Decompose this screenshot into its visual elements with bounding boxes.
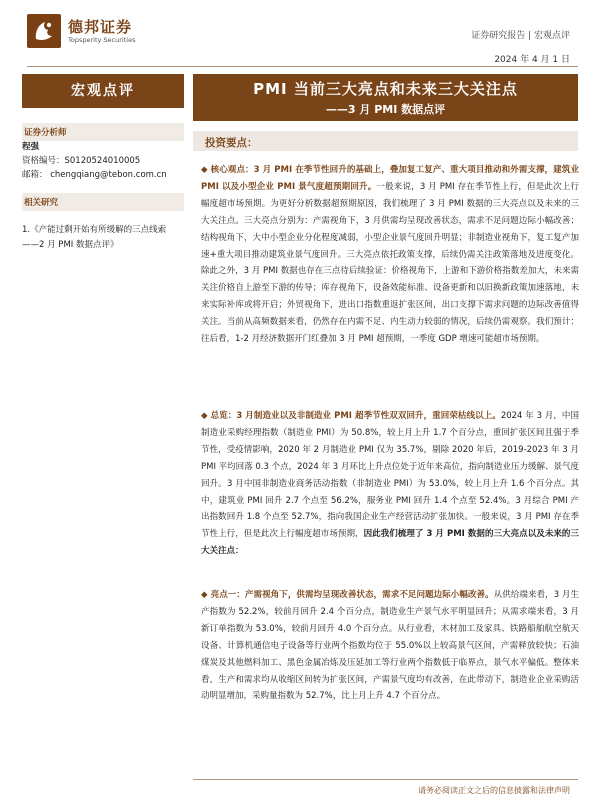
category-label: 宏观点评 (22, 74, 184, 108)
report-type: 证券研究报告 | 宏观点评 (471, 31, 570, 41)
paragraph-body: 一般来说，3 月 PMI 存在季节性上行，但是此次上行幅度超市场预期。为更好分析数据超预期原因，我们梳理了 3 月 PMI 数据的三大亮点以及未来的三大关注点。三大亮点分别为：产需视角下，3 月供需均呈现改善状态，需求不足问题边际小幅改善；结构视角下，大中小型企业分化程度减弱，小型企业景气度回升明显；非制造业视角下，复工复产加速+重大项目推动建筑业景气度回升。三大亮点依托政策支撑，后续仍需关注政策落地及进度变化。除此之外，3 月 PMI 数据也存在三点待后续验证：价格视角下，上游和下游价格指数差加大，未来需关注价格自上游至下游的传导；库存视角下，设备效能标准、设备更新和以旧换新政策加速落地，未来实际补库或将开启；外贸视角下，进出口指数重返扩张区间，出口支撑下需求问题的边际改善值得关注。当前从高频数据来看，仍然存在内需不足、内生动力较弱的情况，后续仍需观察。我们预计：往后看，1-2 月经济数据开门红叠加 3 月 PMI 超预期，一季度 GDP 增速可能超市场预期。 (201, 181, 579, 345)
key-points-label: 投资要点： (205, 137, 258, 149)
company-name-en: Topsperity Securities (68, 36, 136, 44)
paragraph-body: 2024 年 3 月，中国制造业采购经理指数（制造业 PMI）为 50.8%，较上月上升 1.7 个百分点，重回扩张区间且强于季节性，受疫情影响，2020 年 2 月制造业 PMI 仅为 35.7%，剔除 2020 年后，2019-2023 年 3 月 PMI 平均回落 0.3 个点，2024 年 3 月环比上升点位处于近年来高位，指向制造业压力缓解、景气度回升。3 月中国非制造业商务活动指数（非制造业 PMI）为 53.0%，较上月上升 1.6 个百分点。其中，建筑业 PMI 回升 2.7 个点至 56.2%，服务业 PMI 回升 1.4 个点至 52.4%。3 月综合 PMI 产出指数回升 1.8 个点至 52.7%，指向我国企业生产经营活动扩张加快。一般来说，3 月 PMI 存在季节性上行，但是此次上行幅度超市场预期， (201, 411, 579, 540)
analyst-name: 程强 (22, 142, 40, 152)
related-heading: 相关研究 (22, 193, 184, 211)
company-name: 德邦证券 (68, 18, 133, 36)
paragraph-overview (201, 408, 579, 560)
bullet-icon: ◆ (201, 165, 208, 175)
analyst-email[interactable]: 邮箱： chengqiang@tebon.com.cn (22, 170, 167, 180)
report-title: PMI 当前三大亮点和未来三大关注点 (253, 80, 518, 98)
paragraph-highlight-one (201, 587, 579, 705)
paragraph-core-view (201, 162, 579, 348)
legal-disclaimer: 请务必阅读正文之后的信息披露和法律声明 (418, 786, 570, 795)
logo-emblem-icon (27, 14, 61, 48)
footer-divider (193, 779, 578, 780)
analyst-license: 资格编号：S0120524010005 (22, 156, 141, 166)
related-report-link-cont[interactable]: ——2 月 PMI 数据点评》 (22, 240, 119, 250)
related-report-link[interactable]: 1.《产能过剩开始有所缓解的三点线索 (22, 225, 167, 235)
bullet-icon: ◆ (201, 590, 208, 600)
paragraph-lead: 亮点一：产需视角下，供需均呈现改善状态，需求不足问题边际小幅改善。 (210, 590, 494, 600)
paragraph-lead: 核心观点：3 月 PMI 在季节性回升的基础上，叠加复工复产、重大项目推动和外需支撑，建筑业 PMI 以及小型企业 PMI 景气度超预期回升。 (201, 165, 579, 192)
paragraph-tail: 因此我们梳理了 3 月 PMI 数据的三大亮点以及未来的三大关注点： (201, 529, 579, 557)
report-date: 2024 年 4 月 1 日 (494, 55, 570, 65)
header-divider (27, 66, 578, 67)
bullet-icon: ◆ (201, 411, 208, 421)
company-logo (27, 14, 61, 48)
paragraph-body: 从供给端来看，3 月生产指数为 52.2%，较前月回升 2.4 个百分点，制造业生产景气水平明显回升；从需求端来看，3 月新订单指数为 53.0%，较前月回升 4.0 个百分点。从行业看，木材加工及家具、铁路船舶航空航天设备、计算机通信电子设备等行业两个指数均位于 55.0%以上较高景气区间，产需释放较快；石油煤炭及其他燃料加工、黑色金属冶炼及压延加工等行业两个指数低于临界点，景气水平偏低。整体来看，生产和需求均从收缩区间转为扩张区间，产需景气度均有改善，在此带动下，制造业企业采购活动明显增加，采购量指数为 52.7%，比上月上升 4.7 个百分点。 (201, 590, 579, 702)
paragraph-lead: 总览：3 月制造业以及非制造业 PMI 超季节性双双回升，重回荣枯线以上。 (210, 411, 501, 421)
report-subtitle: ——3 月 PMI 数据点评 (325, 103, 446, 116)
analyst-heading: 证券分析师 (22, 123, 184, 141)
